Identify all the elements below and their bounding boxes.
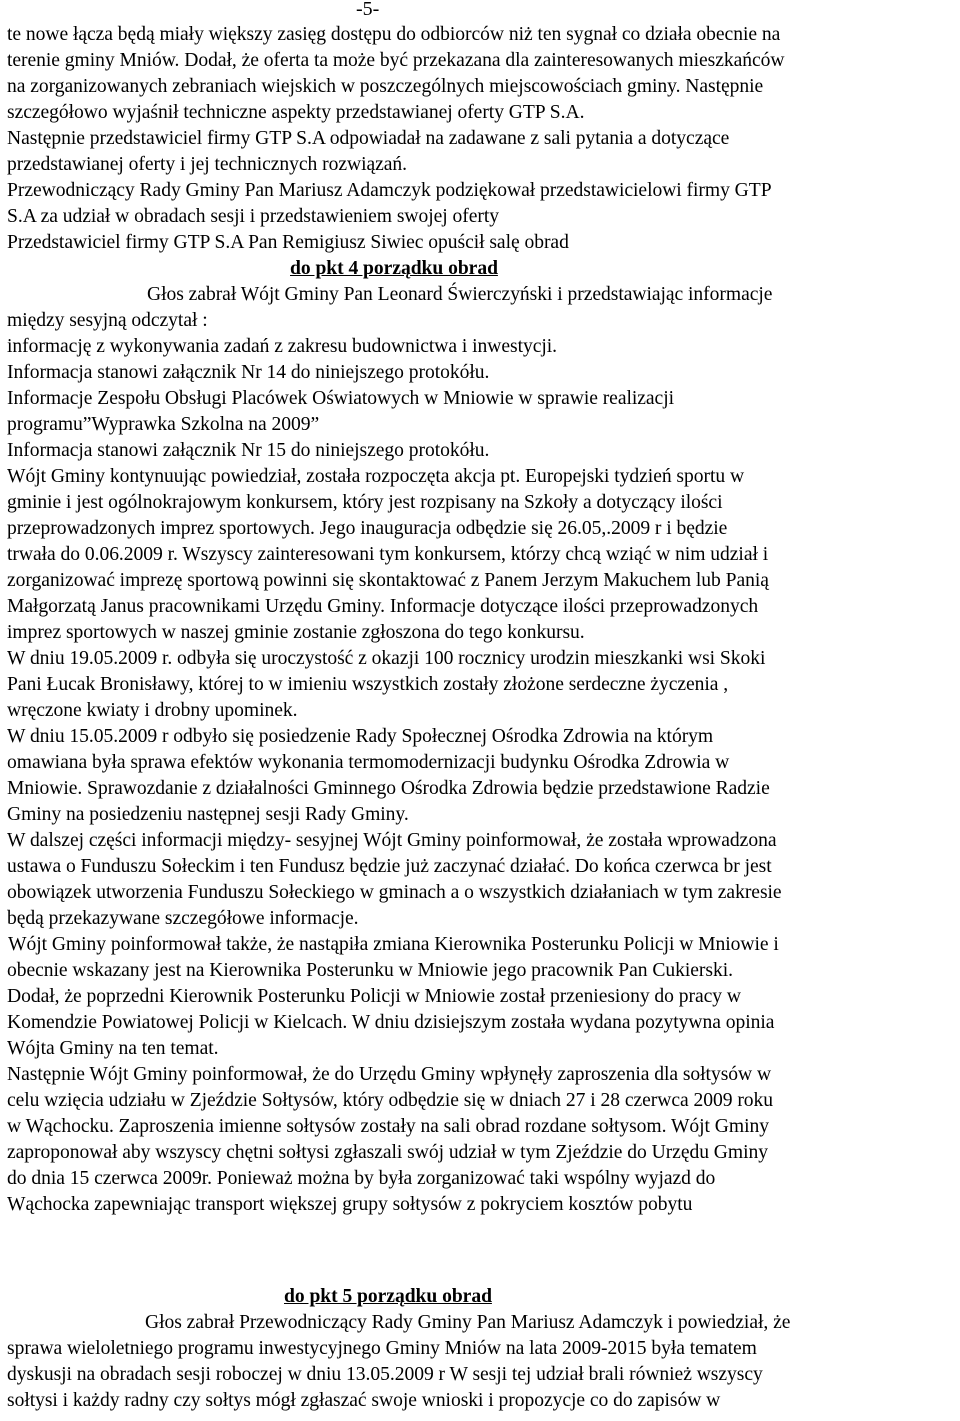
text-line: przeprowadzonych imprez sportowych. Jego inauguracja odbędzie się 26.05,.2009 r i będzie <box>7 518 728 539</box>
text-line: sołtysi i każdy radny czy sołtys mógł zgłaszać swoje wnioski i propozycje co do zapisów w <box>7 1390 721 1411</box>
text-line: trwała do 0.06.2009 r. Wszyscy zainteresowani tym konkursem, którzy chcą wziąć w nim udział i <box>7 544 769 565</box>
text-line: między sesyjną odczytał : <box>7 310 208 331</box>
text-line: szczegółowo wyjaśnił techniczne aspekty przedstawianej oferty GTP S.A. <box>7 102 585 123</box>
section-heading-pkt-5: do pkt 5 porządku obrad <box>284 1286 492 1307</box>
text-line: W dniu 15.05.2009 r odbyło się posiedzenie Rady Społecznej Ośrodka Zdrowia na którym <box>7 726 714 747</box>
text-line: zorganizować imprezę sportową powinni się skontaktować z Panem Jerzym Makuchem lub Panią <box>7 570 769 591</box>
text-line: gminie i jest ogólnokrajowym konkursem, który jest rozpisany na Szkoły a dotyczący ilości <box>7 492 723 513</box>
text-line: celu wzięcia udziału w Zjeździe Sołtysów, który odbędzie się w dniach 27 i 28 czerwca 2009 roku <box>7 1090 774 1111</box>
text-line: będą przekazywane szczegółowe informacje. <box>7 908 359 929</box>
text-line: programu”Wyprawka Szkolna na 2009” <box>7 414 320 435</box>
text-line: te nowe łącza będą miały większy zasięg dostępu do odbiorców niż ten sygnał co działa obecnie na <box>7 24 781 45</box>
text-line: na zorganizowanych zebraniach wiejskich w poszczególnych miejscowościach gminy. Następnie <box>7 76 764 97</box>
text-line: Informacje Zespołu Obsługi Placówek Oświatowych w Mniowie w sprawie realizacji <box>7 388 674 409</box>
text-line: obecnie wskazany jest na Kierownika Posterunku w Mniowie jego pracownik Pan Cukierski. <box>7 960 733 981</box>
text-line: Przewodniczący Rady Gminy Pan Mariusz Adamczyk podziękował przedstawicielowi firmy GTP <box>7 180 772 201</box>
text-line: Głos zabrał Wójt Gminy Pan Leonard Świerczyński i przedstawiając informacje <box>147 284 773 305</box>
text-line: Informacja stanowi załącznik Nr 15 do niniejszego protokółu. <box>7 440 490 461</box>
text-line: Następnie przedstawiciel firmy GTP S.A odpowiadał na zadawane z sali pytania a dotyczące <box>7 128 730 149</box>
text-line: terenie gminy Mniów. Dodał, że oferta ta może być przekazana dla zainteresowanych mieszkańców <box>7 50 785 71</box>
text-line: Małgorzatą Janus pracownikami Urzędu Gminy. Informacje dotyczące ilości przeprowadzonych <box>7 596 759 617</box>
text-line: Wójt Gminy poinformował także, że nastąpiła zmiana Kierownika Posterunku Policji w Mniowie i <box>8 934 779 955</box>
text-line: imprez sportowych w naszej gminie zostanie zgłoszona do tego konkursu. <box>7 622 585 643</box>
text-line: sprawa wieloletniego programu inwestycyjnego Gminy Mniów na lata 2009-2015 była tematem <box>7 1338 757 1359</box>
text-line: wręczone kwiaty i drobny upominek. <box>7 700 298 721</box>
page-number: -5- <box>356 0 380 20</box>
text-line: Dodał, że poprzedni Kierownik Posterunku Policji w Mniowie został przeniesiony do pracy w <box>7 986 741 1007</box>
text-line: S.A za udział w obradach sesji i przedstawieniem swojej oferty <box>7 206 500 227</box>
text-line: Gminy na posiedzeniu następnej sesji Rady Gminy. <box>7 804 409 825</box>
text-line: Mniowie. Sprawozdanie z działalności Gminnego Ośrodka Zdrowia będzie przedstawione Radzie <box>7 778 770 799</box>
section-heading-pkt-4: do pkt 4 porządku obrad <box>290 258 498 279</box>
text-line: ustawa o Funduszu Sołeckim i ten Fundusz będzie już zaczynać działać. Do końca czerwca br jest <box>7 856 772 877</box>
text-line: do dnia 15 czerwca 2009r. Ponieważ można by była zorganizować taki wspólny wyjazd do <box>7 1168 716 1189</box>
text-line: omawiana była sprawa efektów wykonania termomodernizacji budynku Ośrodka Zdrowia w <box>7 752 730 773</box>
text-line: przedstawianej oferty i jej technicznych rozwiązań. <box>7 154 408 175</box>
text-line: informację z wykonywania zadań z zakresu budownictwa i inwestycji. <box>7 336 558 357</box>
text-line: Wąchocka zapewniając transport większej grupy sołtysów z pokryciem kosztów pobytu <box>7 1194 693 1215</box>
text-line: W dniu 19.05.2009 r. odbyła się uroczystość z okazji 100 rocznicy urodzin mieszkanki wsi Skoki <box>7 648 766 669</box>
text-line: Pani Łucak Bronisławy, której to w imieniu wszystkich zostały złożone serdeczne życzenia , <box>7 674 729 695</box>
text-line: w Wąchocku. Zaproszenia imienne sołtysów zostały na sali obrad rozdane sołtysom. Wójt Gminy <box>7 1116 769 1137</box>
text-line: Informacja stanowi załącznik Nr 14 do niniejszego protokółu. <box>7 362 490 383</box>
text-line: Przedstawiciel firmy GTP S.A Pan Remigiusz Siwiec opuścił salę obrad <box>7 232 569 253</box>
text-line: Następnie Wójt Gminy poinformował, że do Urzędu Gminy wpłynęły zaproszenia dla sołtysów w <box>7 1064 772 1085</box>
text-line: Wójt Gminy kontynuując powiedział, została rozpoczęta akcja pt. Europejski tydzień sportu w <box>7 466 745 487</box>
text-line: zaproponował aby wszyscy chętni sołtysi zgłaszali swój udział w tym Zjeździe do Urzędu Gminy <box>7 1142 768 1163</box>
text-line: W dalszej części informacji między- sesyjnej Wójt Gminy poinformował, że została wprowadzona <box>7 830 777 851</box>
text-line: dyskusji na obradach sesji roboczej w dniu 13.05.2009 r W sesji tej udział brali również wszyscy <box>7 1364 763 1385</box>
text-line: obowiązek utworzenia Funduszu Sołeckiego w gminach a o wszystkich działaniach w tym zakresie <box>7 882 782 903</box>
text-line: Głos zabrał Przewodniczący Rady Gminy Pan Mariusz Adamczyk i powiedział, że <box>145 1312 791 1333</box>
text-line: Komendzie Powiatowej Policji w Kielcach. W dniu dzisiejszym została wydana pozytywna opinia <box>7 1012 775 1033</box>
text-line: Wójta Gminy na ten temat. <box>7 1038 219 1059</box>
